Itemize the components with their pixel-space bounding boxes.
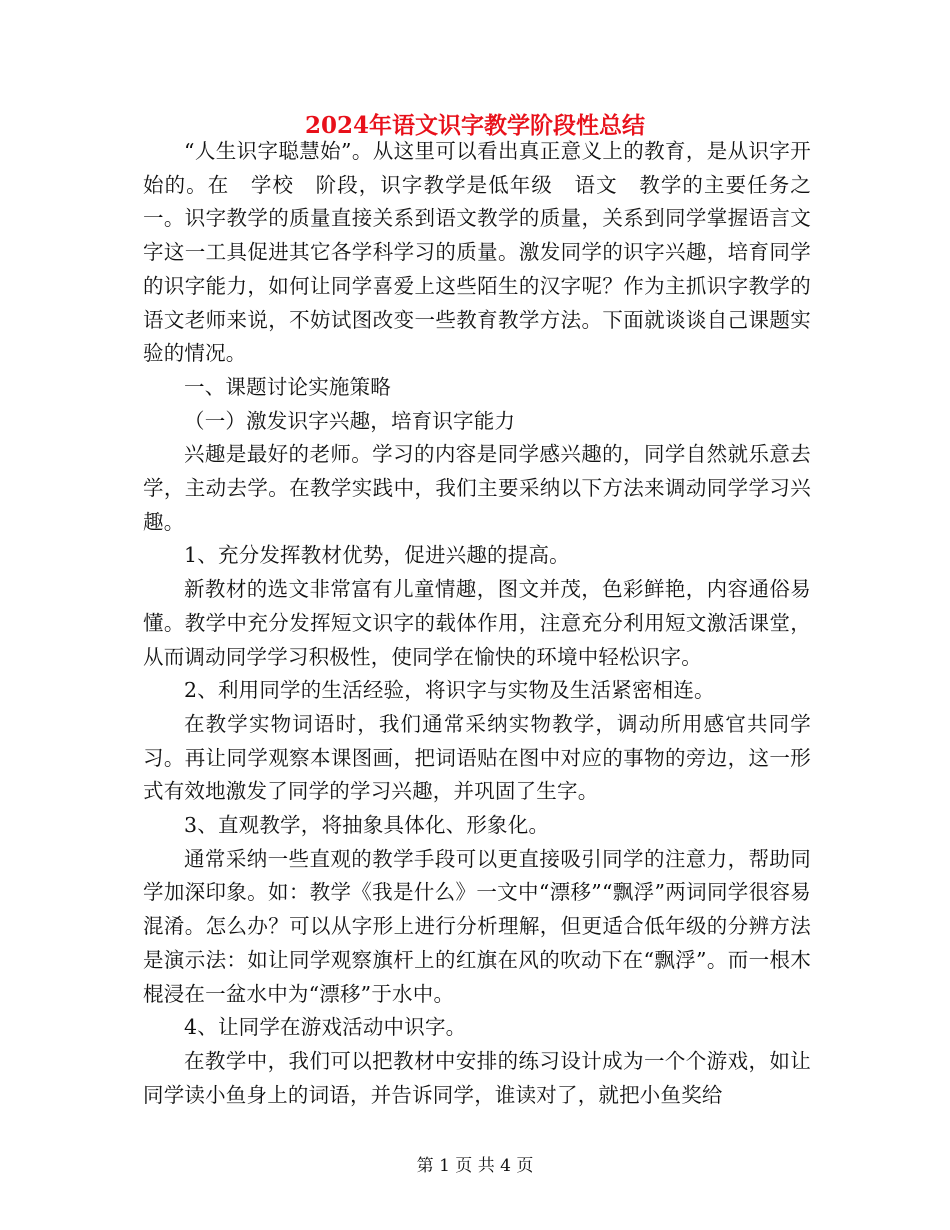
paragraph-intro: “人生识字聪慧始”。从这里可以看出真正意义上的教育，是从识字开始的。在 学校 阶段，识字教学是低年级 语文 教学的主要任务之一。识字教学的质量直接关系到语文教学的质量，关系到同学掌握语言文字这一工具促进其它各学科学习的质量。激发同学的识字兴趣，培育同学的识字能力，如何让同学喜爱上这些陌生的汉字呢？作为主抓识字教学的语文老师来说，不妨试图改变一些教育教学方法。下面就谈谈自己课题实验的情况。	[143, 139, 811, 366]
document-body	[143, 135, 811, 1112]
section-heading: 一、课题讨论实施策略	[184, 374, 391, 399]
page-title: 2024年语文识字教学阶段性总结	[304, 112, 645, 139]
list-item-heading: 4、让同学在游戏活动中识字。	[184, 1015, 467, 1040]
subsection-heading: （一）激发识字兴趣，培育识字能力	[184, 408, 516, 433]
paragraph: 新教材的选文非常富有儿童情趣，图文并茂，色彩鲜艳，内容通俗易懂。教学中充分发挥短文识字的载体作用，注意充分利用短文激活课堂，从而调动同学学习积极性，使同学在愉快的环境中轻松识字。	[143, 577, 811, 669]
list-item-heading: 1、充分发挥教材优势，促进兴趣的提高。	[184, 543, 570, 568]
paragraph: 在教学实物词语时，我们通常采纳实物教学，调动所用感官共同学习。再让同学观察本课图画，把词语贴在图中对应的事物的旁边，这一形式有效地激发了同学的学习兴趣，并巩固了生字。	[143, 711, 811, 804]
list-item-heading: 3、直观教学，将抽象具体化、形象化。	[184, 813, 550, 838]
paragraph: 通常采纳一些直观的教学手段可以更直接吸引同学的注意力，帮助同学加深印象。如：教学《我是什么》一文中“漂移”“飘浮”两词同学很容易混淆。怎么办？可以从字形上进行分析理解，但更适合低年级的分辨方法是演示法：如让同学观察旗杆上的红旗在风的吹动下在“飘浮”。而一根木棍浸在一盆水中为“漂移”于水中。	[143, 846, 811, 1006]
paragraph: 在教学中，我们可以把教材中安排的练习设计成为一个个游戏，如让同学读小鱼身上的词语，并告诉同学，谁读对了，就把小鱼奖给	[143, 1048, 811, 1107]
list-item-heading: 2、利用同学的生活经验，将识字与实物及生活紧密相连。	[184, 678, 715, 703]
page-number: 第 1 页 共 4 页	[416, 1156, 534, 1176]
paragraph: 兴趣是最好的老师。学习的内容是同学感兴趣的，同学自然就乐意去学，主动去学。在教学实践中，我们主要采纳以下方法来调动同学学习兴趣。	[143, 442, 811, 534]
